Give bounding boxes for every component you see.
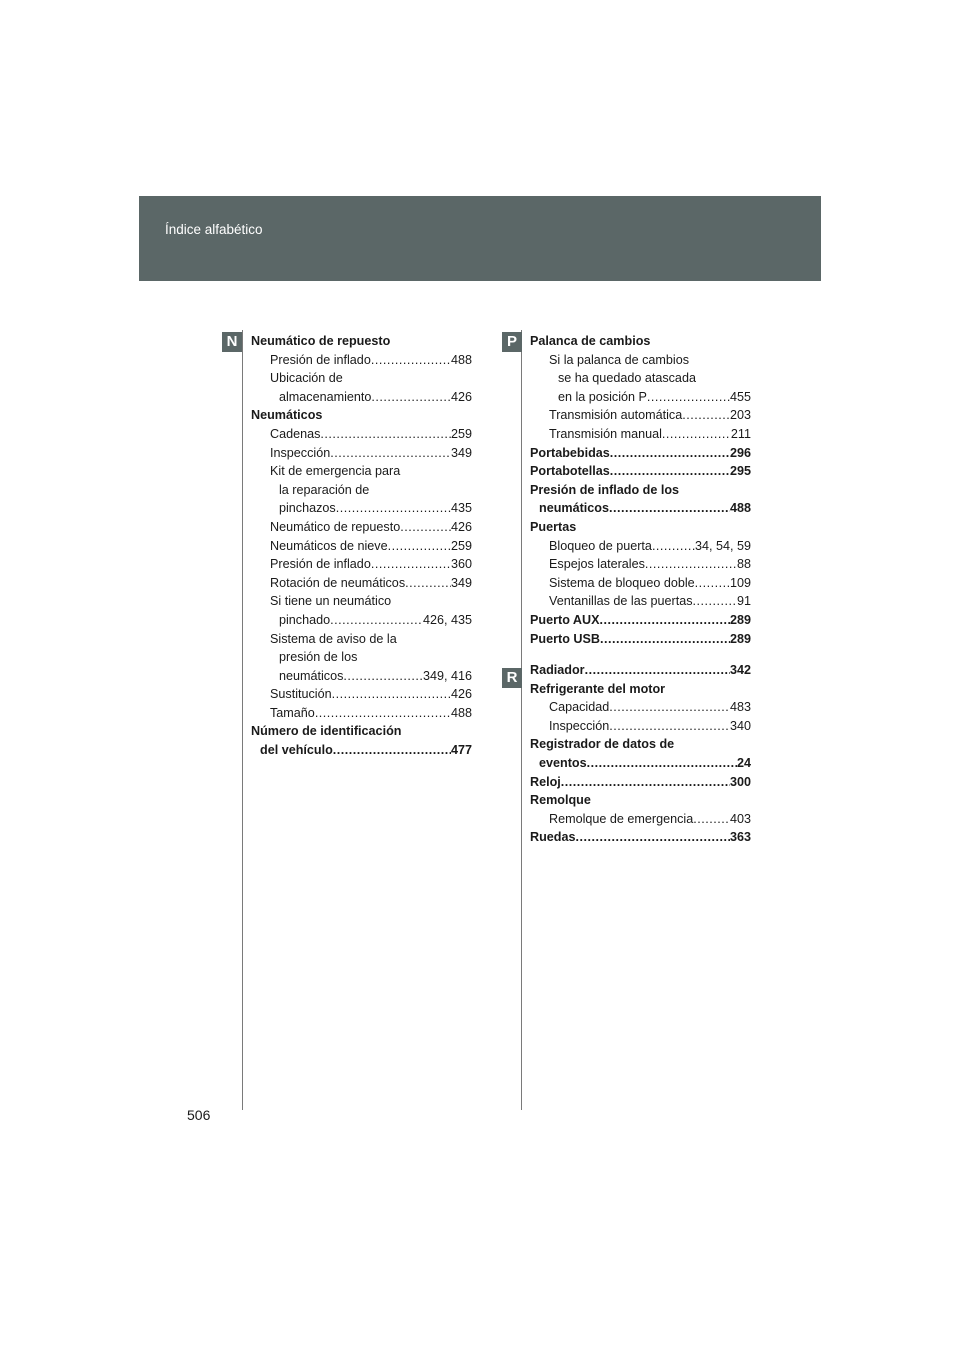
index-entry: neumáticos ..... 349, 416	[251, 667, 472, 686]
index-entry: Ventanillas de las puertas ..... 91	[530, 592, 751, 611]
index-heading: Presión de inflado de los	[530, 482, 680, 497]
index-entry: Sustitución ..... 426	[251, 685, 472, 704]
index-entry: Presión de inflado ..... 488	[251, 351, 472, 370]
section-letter-r: R	[502, 668, 522, 688]
index-heading: Registrador de datos de	[530, 737, 675, 752]
index-heading: Puertas	[530, 519, 577, 534]
section-header	[139, 196, 821, 281]
index-entry: Transmisión manual ..... 211	[530, 425, 751, 444]
index-entry: Neumáticos de nieve ..... 259	[251, 537, 472, 556]
index-entry: Transmisión automática ..... 203	[530, 406, 751, 425]
index-entry: en la posición P ..... 455	[530, 388, 751, 407]
index-entry: Capacidad ..... 483	[530, 698, 751, 717]
index-entry: Si tiene un neumático	[270, 594, 392, 609]
index-heading-entry: Puerto USB ..... 289	[530, 630, 751, 649]
index-heading: Número de identificación	[251, 724, 402, 739]
index-heading-entry: del vehículo ..... 477	[251, 741, 472, 760]
index-entry: Tamaño ..... 488	[251, 704, 472, 723]
index-entry: Inspección ..... 349	[251, 444, 472, 463]
index-heading-entry: Reloj ..... 300	[530, 773, 751, 792]
index-heading: Refrigerante del motor	[530, 681, 666, 696]
column-divider-left	[242, 330, 243, 1110]
index-heading-entry: neumáticos ..... 488	[530, 499, 751, 518]
index-entry: Sistema de aviso de la	[270, 631, 397, 646]
section-letter-n: N	[222, 332, 242, 352]
index-entry: Neumático de repuesto ..... 426	[251, 518, 472, 537]
index-entry: almacenamiento ..... 426	[251, 388, 472, 407]
index-entry: Bloqueo de puerta ..... 34, 54, 59	[530, 537, 751, 556]
index-heading-entry: Portabotellas ..... 295	[530, 462, 751, 481]
index-entry: Si la palanca de cambios	[549, 352, 690, 367]
index-entry: Inspección ..... 340	[530, 717, 751, 736]
index-entry: se ha quedado atascada	[558, 371, 696, 386]
index-entry: Ubicación de	[270, 371, 343, 386]
index-entry: Espejos laterales ..... 88	[530, 555, 751, 574]
column-divider-right	[521, 330, 522, 1110]
page-number: 506	[187, 1107, 211, 1123]
section-letter-p: P	[502, 332, 522, 352]
index-entry: pinchado ..... 426, 435	[251, 611, 472, 630]
index-entry: presión de los	[279, 650, 358, 665]
header-title: Índice alfabético	[165, 222, 263, 237]
index-heading-entry: eventos ..... 24	[530, 754, 751, 773]
index-heading: Remolque	[530, 793, 591, 808]
index-heading-entry: Puerto AUX ..... 289	[530, 611, 751, 630]
index-heading-entry: Radiador ..... 342	[530, 661, 751, 680]
index-column-left	[251, 332, 472, 760]
index-heading: Neumático de repuesto	[251, 334, 391, 348]
index-heading: Palanca de cambios	[530, 334, 651, 348]
index-entry: Presión de inflado ..... 360	[251, 555, 472, 574]
index-entry: Cadenas ..... 259	[251, 425, 472, 444]
index-heading-entry: Ruedas ..... 363	[530, 828, 751, 847]
index-column-right	[530, 332, 751, 847]
index-entry: pinchazos ..... 435	[251, 499, 472, 518]
index-entry: Rotación de neumáticos ..... 349	[251, 574, 472, 593]
index-heading: Neumáticos	[251, 408, 323, 423]
index-heading-entry: Portabebidas ..... 296	[530, 444, 751, 463]
index-entry: Kit de emergencia para	[270, 464, 401, 479]
index-entry: Sistema de bloqueo doble ..... 109	[530, 574, 751, 593]
index-entry: Remolque de emergencia ..... 403	[530, 810, 751, 829]
index-entry: la reparación de	[279, 482, 370, 497]
